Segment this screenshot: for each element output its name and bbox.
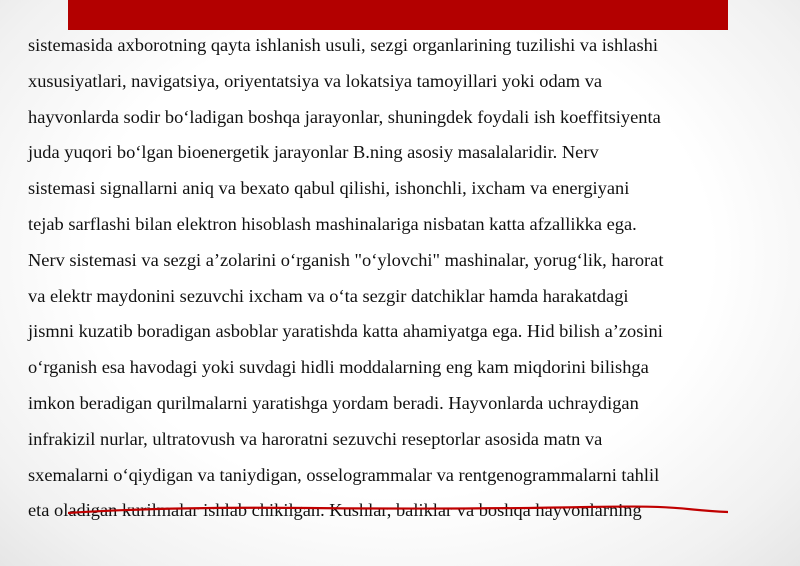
text-line: juda yuqori bo‘lgan bioenergetik jarayonlar B.ning asosiy masalalaridir. Nerv [28,142,599,163]
red-strike-line [68,501,728,519]
text-line: va elektr maydonini sezuvchi ixcham va o‘ta sezgir datchiklar hamda harakatdagi [28,285,629,306]
text-line: hayvonlarda sodir bo‘ladigan boshqa jarayonlar, shuningdek foydali ish koeffitsiyenta [28,106,661,127]
text-line: xususiyatlari, navigatsiya, oriyentatsiya va lokatsiya tamoyillari yoki odam va [28,70,603,91]
text-line: imkon beradigan qurilmalarni yaratishga yordam beradi. Hayvonlarda uchraydigan [28,392,639,413]
text-line: jismni kuzatib boradigan asboblar yaratishda katta ahamiyatga ega. Hid bilish a’zosini [28,321,663,342]
text-line: o‘rganish esa havodagi yoki suvdagi hidli moddalarning eng kam miqdorini bilishga [28,357,649,378]
text-line: Nerv sistemasi va sezgi a’zolarini o‘rganish "o‘ylovchi" mashinalar, yorug‘lik, harorat [28,249,664,270]
text-line: sistemasi signallarni aniq va bexato qabul qilishi, ishonchli, ixcham va energiyani [28,178,630,199]
text-line: sxemalarni o‘qiydigan va taniydigan, osselogrammalar va rentgenogrammalarni tahlil [28,464,660,485]
text-line: sistemasida axborotning qayta ishlanish usuli, sezgi organlarining tuzilishi va ishlashi [28,35,658,55]
text-line: eta oladigan kurilmalar ishlab chikilgan. Kushlar, baliklar va boshqa hayvonlarning [28,500,642,521]
title-accent-bar [68,0,728,30]
strike-path [68,507,728,513]
body-paragraph [28,28,788,529]
text-line: infrakizil nurlar, ultratovush va haroratni sezuvchi reseptorlar asosida matn va [28,428,603,449]
text-line: tejab sarflashi bilan elektron hisoblash mashinalariga nisbatan katta afzallikka ega. [28,213,637,234]
